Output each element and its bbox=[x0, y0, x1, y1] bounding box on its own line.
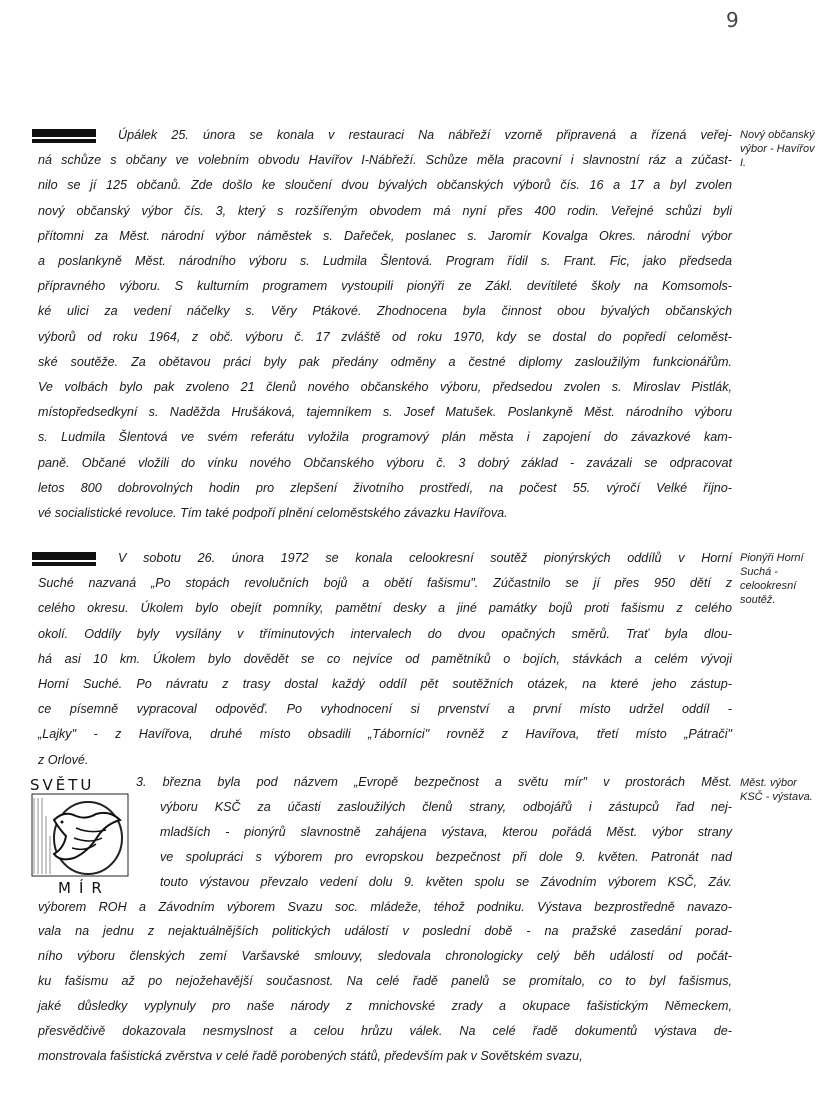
text-line: touto výstavou převzalo vedení dolu 9. květen spolu se Závodním výborem KSČ, Záv. bbox=[160, 874, 732, 889]
section-divider-bar bbox=[32, 552, 96, 566]
text-line: vé socialistické revoluce. Tím také podpoří plnění celoměstského závazku Havířova. bbox=[38, 506, 508, 520]
text-line: přítomni za Měst. národní výbor náměstek s. Dařeček, poslanec s. Jaromír Kovalga Okres. národní výbor bbox=[38, 228, 732, 243]
text-line: přesvědčivě dokazovala nesmyslnost a celou hrůzu válek. Na celé řadě dokumentů výstava de- bbox=[38, 1024, 732, 1038]
text-line: ná schůze s občany ve volebním obvodu Havířov I-Nábřeží. Schůze měla pracovní i slavnostní ráz a zúčast- bbox=[38, 153, 732, 168]
text-line: místopředsedkyní s. Naděžda Hrušáková, tajemníkem s. Josef Matušek. Poslankyně Měst. národního výboru bbox=[38, 405, 732, 420]
text-line: výborů od roku 1964, z obč. výboru č. 17 zvláště od roku 1970, kdy se dostal do popředí celoměst- bbox=[38, 329, 732, 344]
text-line: ku fašismu až po nejožehavější současnost. Na celé řadě panelů se promítalo, co to byl fašismus, bbox=[38, 974, 732, 989]
text-line: výborem ROH a Závodním výborem Svazu soc. mládeže, téhož podniku. Výstava bezprostředně navazo- bbox=[38, 899, 732, 914]
text-line: z Orlové. bbox=[38, 752, 89, 767]
text-line: há asi 10 km. Úkolem bylo dovědět se co nejvíce od pamětníků o bojích, stávkách a celém vývoji bbox=[38, 651, 732, 666]
section-divider-bar bbox=[32, 129, 96, 143]
text-line: ve spolupráci s výborem pro evropskou bezpečnost při dole 9. květen. Patronát nad bbox=[160, 849, 732, 864]
text-line: „Lajky" - z Havířova, druhé místo obsadili „Táborníci" rovněž z Havířova, třetí místo „Pátrači" bbox=[38, 727, 732, 742]
text-line: Úpálek 25. února se konala v restauraci Na nábřeží vzorně připravená a řízená veřej- bbox=[118, 128, 732, 142]
text-line: jaké důsledky vyplynuly pro naše národy z mnichovské zrady a okupace fašistickým Německem, bbox=[38, 999, 732, 1014]
margin-note-exhibition: Měst. výbor KSČ - výstava. bbox=[740, 777, 813, 803]
text-line: nilo se jí 125 občanů. Zde došlo ke sloučení dvou bývalých občanských výborů čís. 16 a 17 a byl zvolen bbox=[38, 178, 732, 193]
text-line: nový občanský výbor čís. 3, který s rozšířeným obvodem má nyní přes 400 rodin. Veřejné schůzi byli bbox=[38, 203, 732, 218]
poster-text-top: SVĚTU bbox=[30, 776, 95, 794]
text-line: 3. března byla pod názvem „Evropě bezpečnost a světu mír" v prostorách Měst. bbox=[136, 775, 732, 789]
margin-note-citizens-committee: Nový občanský výbor - Havířov I. bbox=[740, 129, 815, 169]
text-line: V sobotu 26. února 1972 se konala celookresní soutěž pionýrských oddílů v Horní bbox=[118, 551, 732, 565]
margin-note-pioneers-contest: Pionýři Horní Suchá - celookresní soutěž. bbox=[740, 552, 804, 606]
text-line: mladších - pionýrů slavnostně zahájena výstava, kterou pořádá Měst. výbor strany bbox=[160, 824, 732, 839]
text-line: okolí. Oddíly byly vysílány v tříminutových intervalech do dvou opačných směrů. Trať byla dlou- bbox=[38, 626, 732, 641]
text-line: Suché nazvaná „Po stopách revolučních bojů a obětí fašismu". Zúčastnilo se jí přes 950 dětí z bbox=[38, 576, 732, 591]
text-line: vala na jednu z nejaktuálnějších politických událostí v poslední době - na pražské zasedání porad- bbox=[38, 924, 732, 939]
poster-text-bottom: MÍR bbox=[58, 879, 110, 896]
text-line: monstrovala fašistická zvěrstva v celé řadě porobených států, především pak v Sovětském svazu, bbox=[38, 1048, 583, 1063]
text-line: ské soutěže. Za obětavou práci byly pak předány odměny a čestné diplomy zasloužilým funkcionářům. bbox=[38, 354, 732, 369]
text-line: ké ulici za vedení náčelky s. Věry Ptákové. Zhodnocena byla činnost obou bývalých občanských bbox=[38, 304, 732, 319]
text-line: Horní Suché. Po návratu z trasy dostal každý oddíl pět soutěžních otázek, na které jeho zástup- bbox=[38, 677, 732, 691]
text-line: celého okresu. Úkolem bylo obejít pomníky, pamětní desky a jiné památky bojů proti fašismu z celého bbox=[38, 601, 732, 616]
dove-icon bbox=[54, 813, 120, 859]
text-line: výboru KSČ za účasti zasloužilých členů strany, odbojářů i zástupců řad nej- bbox=[160, 799, 732, 814]
peace-dove-poster bbox=[28, 776, 134, 896]
text-line: ce písemně vypracoval odpověď. Po vyhodnocení si prvenství a první místo udržel oddíl - bbox=[38, 702, 732, 717]
page-number: 9 bbox=[726, 8, 739, 32]
text-line: přípravného výboru. S kulturním programem vystoupili pionýři ze Zákl. devítileté školy na Komsomols- bbox=[38, 279, 732, 294]
text-line: Ve volbách bylo pak zvoleno 21 členů nového občanského výboru, předsedou zvolen s. Miroslav Pistlák, bbox=[38, 380, 732, 394]
text-line: ního výboru členských zemí Varšavské smlouvy, sledovala chronologicky celý běh událostí od počát- bbox=[38, 949, 732, 964]
text-line: s. Ludmila Šlentová ve svém referátu vyložila programový plán města i zapojení do závazkové kam- bbox=[38, 430, 732, 445]
text-line: paně. Občané vložili do vínku nového Občanského výboru č. 3 dobrý základ - zavázali se odpracovat bbox=[38, 455, 732, 470]
text-line: a poslankyně Měst. národního výboru s. Ludmila Šlentová. Program řídil s. Frant. Fic, jako předseda bbox=[38, 254, 732, 268]
text-line: letos 800 dobrovolných hodin pro zlepšení životního prostředí, na počest 55. výročí Velké říjno- bbox=[38, 480, 732, 495]
